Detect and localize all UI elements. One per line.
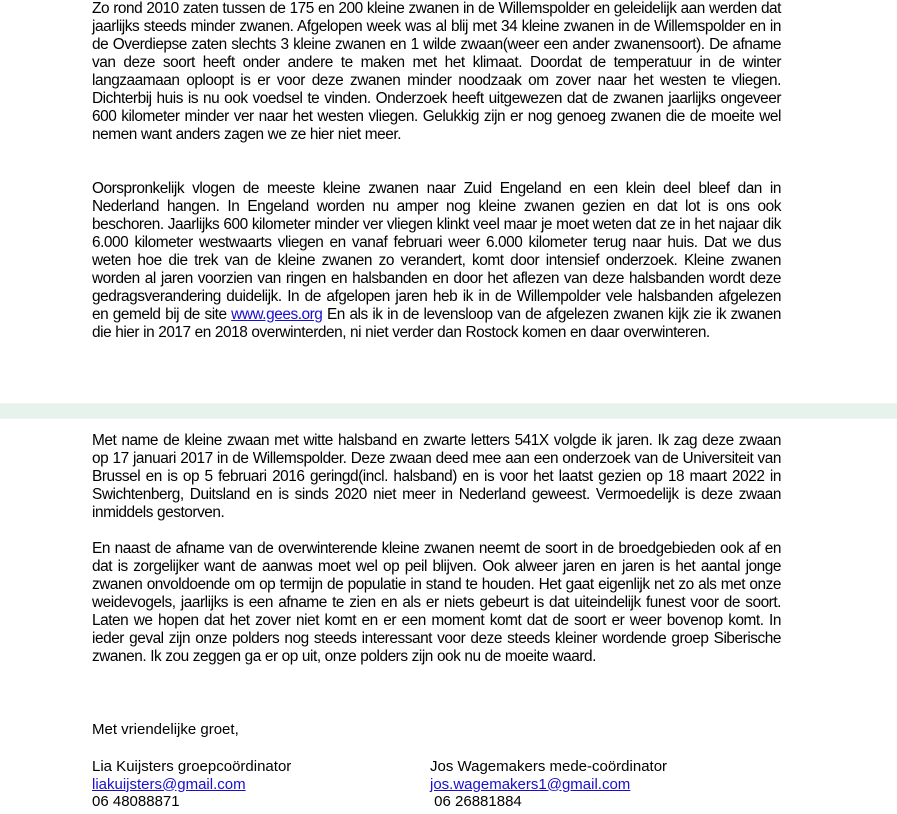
closing-greeting: [92, 721, 239, 739]
paragraph-migration-research: [92, 180, 781, 342]
paragraph-swan-541x: [92, 432, 781, 522]
signature-name-role: Lia Kuijsters groepcoördinator: [92, 758, 292, 775]
email-link-lia[interactable]: liakuijsters@gmail.com: [92, 775, 246, 793]
body-text-part: En als ik in de levensloop van de afgelezen zwanen kijk zie ik zwanen die hier in 2017 en 2018 overwinterden, ni niet verder dan Rostock komen en daar overwinteren.: [92, 306, 781, 341]
email-link-jos[interactable]: jos.wagemakers1@gmail.com: [430, 775, 631, 793]
closing-text: Met vriendelijke groet,: [92, 721, 239, 738]
paragraph-breeding-decline: [92, 540, 781, 666]
body-text: En naast de afname van de overwinterende kleine zwanen neemt de soort in de broedgebieden ook af en dat is zorgelijker want de aanwas moet wel op peil blijven. Ook alweer jaren en jaren is het aantal jonge zwanen onvoldoende om op termijn de populatie in stand te houden. Het gaat eigenlijk net zo als met onze weidevogels, jaarlijks is een afname te zien en als er niets gebeurt is dat uiteindelijk funest voor de soort. Laten we hopen dat het zover niet komt en er een moment komt dat de soort er weer bovenop komt. In ieder geval zijn onze polders nog steeds interessant voor deze steeds kleiner wordende groep Siberische zwanen. Ik zou zeggen ga er op uit, onze polders zijn ook nu de moeite waard.: [92, 540, 781, 665]
paragraph-climate-decline: [92, 0, 781, 144]
signature-jos-wagemakers: [430, 758, 667, 811]
signature-name-role: Jos Wagemakers mede-coördinator: [430, 758, 668, 775]
signature-phone: 06 48088871: [92, 793, 180, 810]
signature-phone: 06 26881884: [430, 793, 522, 810]
body-text-part: Oorspronkelijk vlogen de meeste kleine zwanen naar Zuid Engeland en een klein deel bleef dan in Nederland hangen. In Engeland worden nu amper nog kleine zwanen gezien en dat lot is ons ook beschoren. Jaarlijks 600 kilometer minder ver vliegen klinkt veel maar je moet weten dat ze in het najaar dik 6.000 kilometer westwaarts vliegen en vanaf februari weer 6.000 kilometer terug naar huis. Dat we dus weten hoe die trek van de kleine zwanen zo verandert, komt door intensief onderzoek. Kleine zwanen worden al jaren voorzien van ringen en halsbanden en door het aflezen van deze halsbanden wordt deze gedragsverandering duidelijk. In de afgelopen jaren heb ik in de Willempolder vele halsbanden afgelezen en gemeld bij de site: [92, 180, 781, 323]
body-text: Zo rond 2010 zaten tussen de 175 en 200 kleine zwanen in de Willemspolder en geleidelijk aan werden dat jaarlijks steeds minder zwanen. Afgelopen week was al blij met 34 kleine zwanen in de Willemspolder en in de Overdiepse zaten slechts 3 kleine zwanen en 1 wilde zwaan(weer een ander zwanensoort). De afname van deze soort heeft onder andere te maken met het klimaat. Doordat de temperatuur in de winter langzaamaan oploopt is er voor deze zwanen minder noodzaak om zover naar het westen te vliegen. Dichterbij huis is nu ook voedsel te vinden. Onderzoek heeft uitgewezen dat de zwanen jaarlijks ongeveer 600 kilometer minder ver naar het westen vliegen. Gelukkig zijn er nog genoeg zwanen die de moeite wel nemen want anders zagen we ze hier niet meer.: [92, 0, 781, 143]
page-break-separator: [0, 403, 897, 419]
body-text: Met name de kleine zwaan met witte halsband en zwarte letters 541X volgde ik jaren. Ik zag deze zwaan op 17 januari 2017 in de Willemspolder. Deze zwaan deed mee aan een onderzoek van de Universiteit van Brussel en is op 5 februari 2016 geringd(incl. halsband) en is voor het laatst gezien op 18 maart 2022 in Swichtenberg, Duitsland en is sinds 2020 niet meer in Nederland geweest. Vermoedelijk is deze zwaan inmiddels gestorven.: [92, 432, 781, 521]
signature-lia-kuijsters: [92, 758, 291, 811]
body-text: [92, 180, 781, 342]
gees-org-link[interactable]: www.gees.org: [231, 306, 323, 323]
